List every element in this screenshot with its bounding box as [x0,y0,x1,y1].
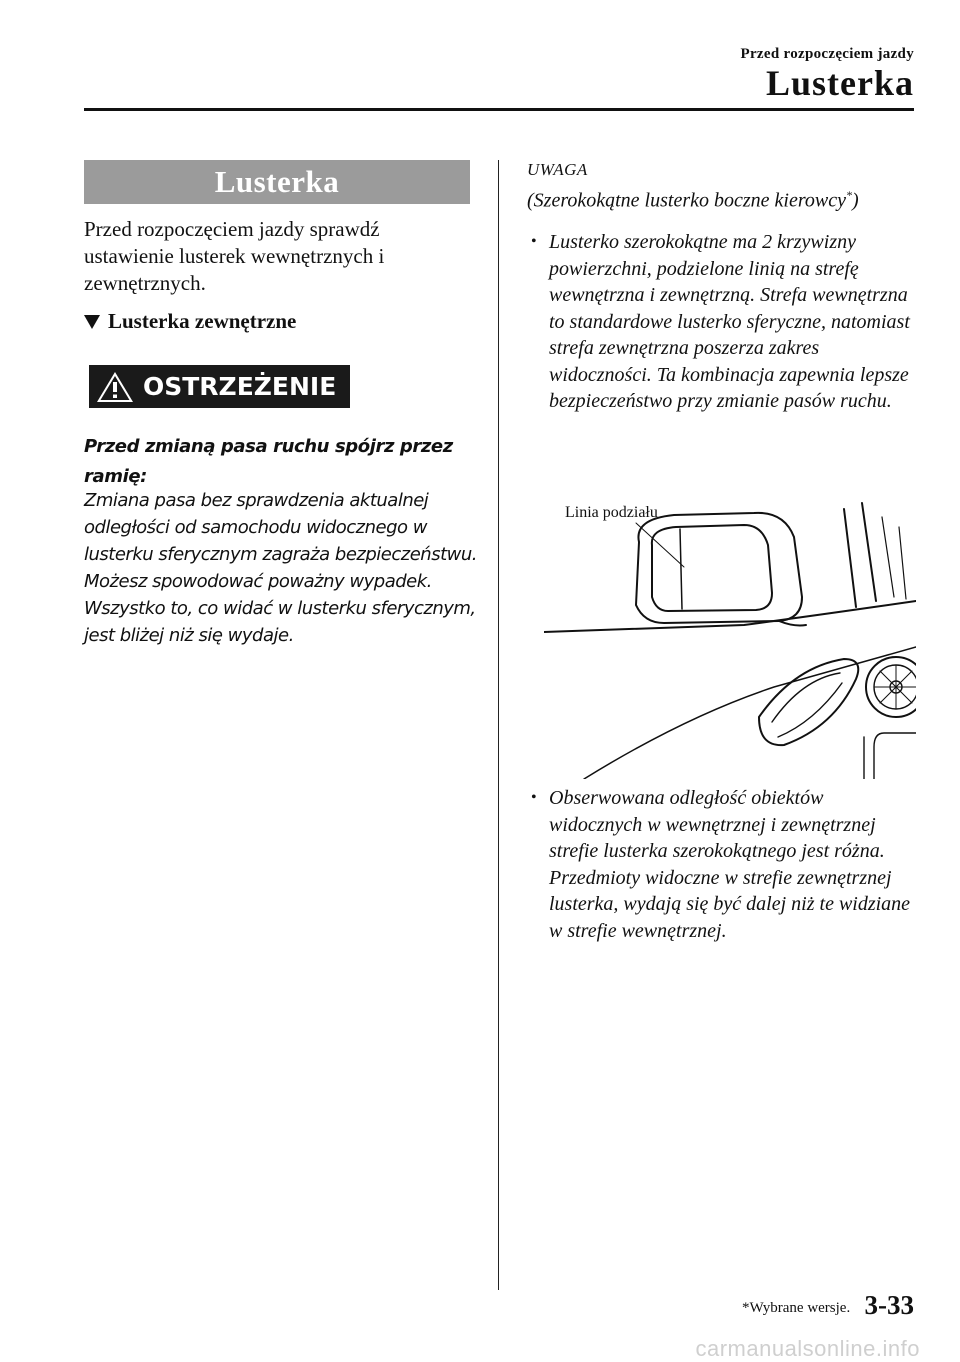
subheading-text: Lusterka zewnętrzne [108,309,297,333]
subheading [84,309,296,334]
header-rule [84,108,914,111]
bullet-text: Obserwowana odległość obiektów widocznych w wewnętrznej i zewnętrznej strefie lusterka szerokokątnego jest różna. Przedmioty widoczne w strefie zewnętrznej lusterka, wydają się być dalej niż te widziane w strefie wewnętrznej. [549,787,911,942]
header-section: Przed rozpoczęciem jazdy [740,46,914,62]
page-title: Lusterka [765,63,914,103]
list-item [531,229,916,415]
illustration-label: Linia podziału [565,504,658,521]
page-number: 3-33 [864,1290,914,1320]
list-item [531,785,916,944]
note-label: UWAGA [527,160,588,179]
section-banner: Lusterka [84,160,470,204]
note-title-close: ) [851,189,859,212]
warning-text: Zmiana pasa bez sprawdzenia aktualnej odległości od samochodu widocznego w lusterku sferycznym zagraża bezpieczeństwu. Możesz spowodować poważny wypadek. Wszystko to, co widać w lusterku sferycznym, jest bliżej niż się wydaje. [84,490,477,646]
warning-badge [89,365,350,408]
footer-note: *Wybrane wersje. [742,1300,851,1316]
warning-heading: Przed zmianą pasa ruchu spójrz przez ramię: [84,436,453,487]
watermark: carmanualsonline.info [695,1336,920,1361]
intro-paragraph: Przed rozpoczęciem jazdy sprawdź ustawienie lusterek wewnętrznych i zewnętrznych. [84,217,385,295]
warning-label: OSTRZEŻENIE [143,372,337,401]
bullet-dot: • [531,789,537,806]
mirror-illustration [544,497,916,779]
note-title [527,188,927,213]
bullet-text: Lusterko szerokokątne ma 2 krzywizny powierzchni, podzielone linią na strefę wewnętrzna i zewnętrzną. Strefa wewnętrzna to standardowe lusterko sferyczne, natomiast strefa zewnętrzna poszerza zakres widoczności. Ta kombinacja zapewnia lepsze bezpieczeństwo przy zmianie pasów ruchu. [549,231,910,412]
bullet-dot: • [531,233,537,250]
warning-icon [95,370,135,404]
note-title-asterisk: * [845,188,852,202]
column-divider [498,160,499,1290]
note-title-text: (Szerokokątne lusterko boczne kierowcy [527,189,846,212]
down-triangle-icon [84,315,100,329]
